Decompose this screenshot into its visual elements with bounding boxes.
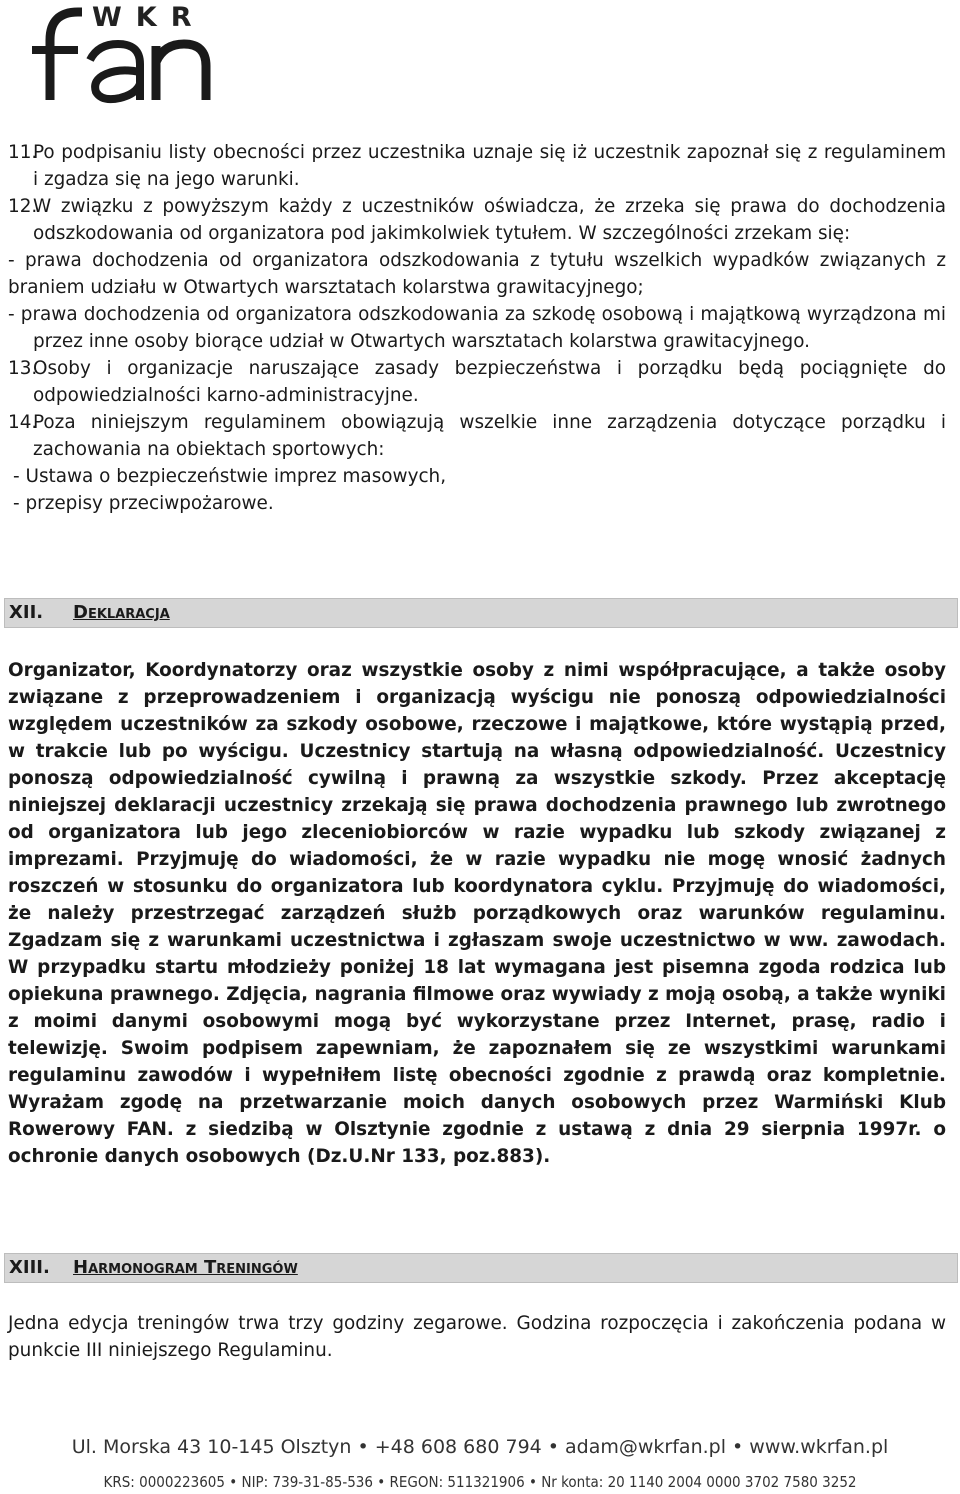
item-number: 13. [8, 358, 38, 379]
item-text: Poza niniejszym regulaminem obowiązują wszelkie inne zarządzenia dotyczące porządku i zachowania na obiektach sportowych: [33, 412, 946, 460]
logo-fan-mark [20, 0, 220, 104]
waiver-bullet-2: - prawa dochodzenia od organizatora odszkodowania za szkodę osobową i majątkową wyrządzona mi przez inne osoby biorące udział w Otwartych warsztatach kolarstwa grawitacyjnego. [8, 304, 946, 352]
schedule-text: Jedna edycja treningów trwa trzy godziny zegarowe. Godzina rozpoczęcia i zakończenia podana w punkcie III niniejszego Regulaminu. [8, 1313, 946, 1361]
section-number: XII. [9, 602, 44, 623]
item-text: Po podpisaniu listy obecności przez uczestnika uznaje się iż uczestnik zapoznał się z regulaminem i zgadza się na jego warunki. [33, 142, 946, 190]
section-heading-declaration [4, 598, 958, 628]
section-heading-schedule [4, 1253, 958, 1283]
item-number: 12. [8, 196, 38, 217]
item-14 [8, 409, 946, 463]
item-number: 11. [8, 142, 38, 163]
item-11 [8, 139, 946, 193]
section-title: Deklaracja [73, 602, 170, 623]
item-12 [8, 193, 946, 247]
item-text: Osoby i organizacje naruszające zasady bezpieczeństwa i porządku będą pociągnięte do odpowiedzialności karno-administracyjne. [33, 358, 946, 406]
law-list-item-1: - Ustawa o bezpieczeństwie imprez masowych, [13, 466, 447, 487]
law-list-item-2: - przepisy przeciwpożarowe. [13, 493, 274, 514]
footer-registry: KRS: 0000223605 • NIP: 739-31-85-536 • REGON: 511321906 • Nr konta: 20 1140 2004 0000 3702 7580 3252 [103, 1473, 857, 1491]
waiver-bullet-1: - prawa dochodzenia od organizatora odszkodowania z tytułu wszelkich wypadków związanych z braniem udziału w Otwartych warsztatach kolarstwa grawitacyjnego; [8, 250, 946, 298]
logo [20, 0, 220, 104]
logo-wkr-text: WKR [92, 2, 206, 33]
section-title: Harmonogram Treningów [73, 1257, 298, 1278]
section-number: XIII. [9, 1257, 50, 1278]
item-number: 14. [8, 412, 38, 433]
item-text: W związku z powyższym każdy z uczestników oświadcza, że zrzeka się prawa do dochodzenia odszkodowania od organizatora pod jakimkolwiek tytułem. W szczególności zrzekam się: [33, 196, 946, 244]
regulations-list [8, 139, 946, 517]
declaration-text: Organizator, Koordynatorzy oraz wszystkie osoby z nimi współpracujące, a także osoby związane z przeprowadzeniem i organizacją wyścigu nie ponoszą odpowiedzialności względem uczestników za szkody osobowe, rzeczowe i majątkowe, które wystąpią przed, w trakcie lub po wyścigu. Uczestnicy startują na własną odpowiedzialność. Uczestnicy ponoszą odpowiedzialność cywilną i prawną za wszystkie szkody. Przez akceptację niniejszej deklaracji uczestnicy zrzekają się prawa dochodzenia prawnego lub zwrotnego od organizatora lub jego zleceniobiorców w razie wypadku lub szkody związanej z imprezami. Przyjmuję do wiadomości, że w razie wypadku nie mogę wnosić żadnych roszczeń w stosunku do organizatora lub koordynatora cyklu. Przyjmuję do wiadomości, że należy przestrzegać zarządzeń służb porządkowych oraz warunków regulaminu. Zgadzam się z warunkami uczestnictwa i zgłaszam swoje uczestnictwo w ww. zawodach. W przypadku startu młodzieży poniżej 18 lat wymagana jest pisemna zgoda rodzica lub opiekuna prawnego. Zdjęcia, nagrania filmowe oraz wywiady z moją osobą, a także wyniki z moimi danymi osobowymi mogą być wykorzystane przez Internet, prasę, radio i telewizję. Swoim podpisem zapewniam, że zapoznałem się ze wszystkimi warunkami regulaminu zawodów i wypełniłem listę obecności zgodnie z prawdą oraz kompletnie. Wyrażam zgodę na przetwarzanie moich danych osobowych przez Warmiński Klub Rowerowy FAN. z siedzibą w Olsztynie zgodnie z ustawą z dnia 29 sierpnia 1997r. o ochronie danych osobowych (Dz.U.Nr 133, poz.883). [8, 660, 946, 1167]
item-13 [8, 355, 946, 409]
footer-contact: Ul. Morska 43 10-145 Olsztyn • +48 608 680 794 • adam@wkrfan.pl • www.wkrfan.pl [71, 1436, 889, 1458]
